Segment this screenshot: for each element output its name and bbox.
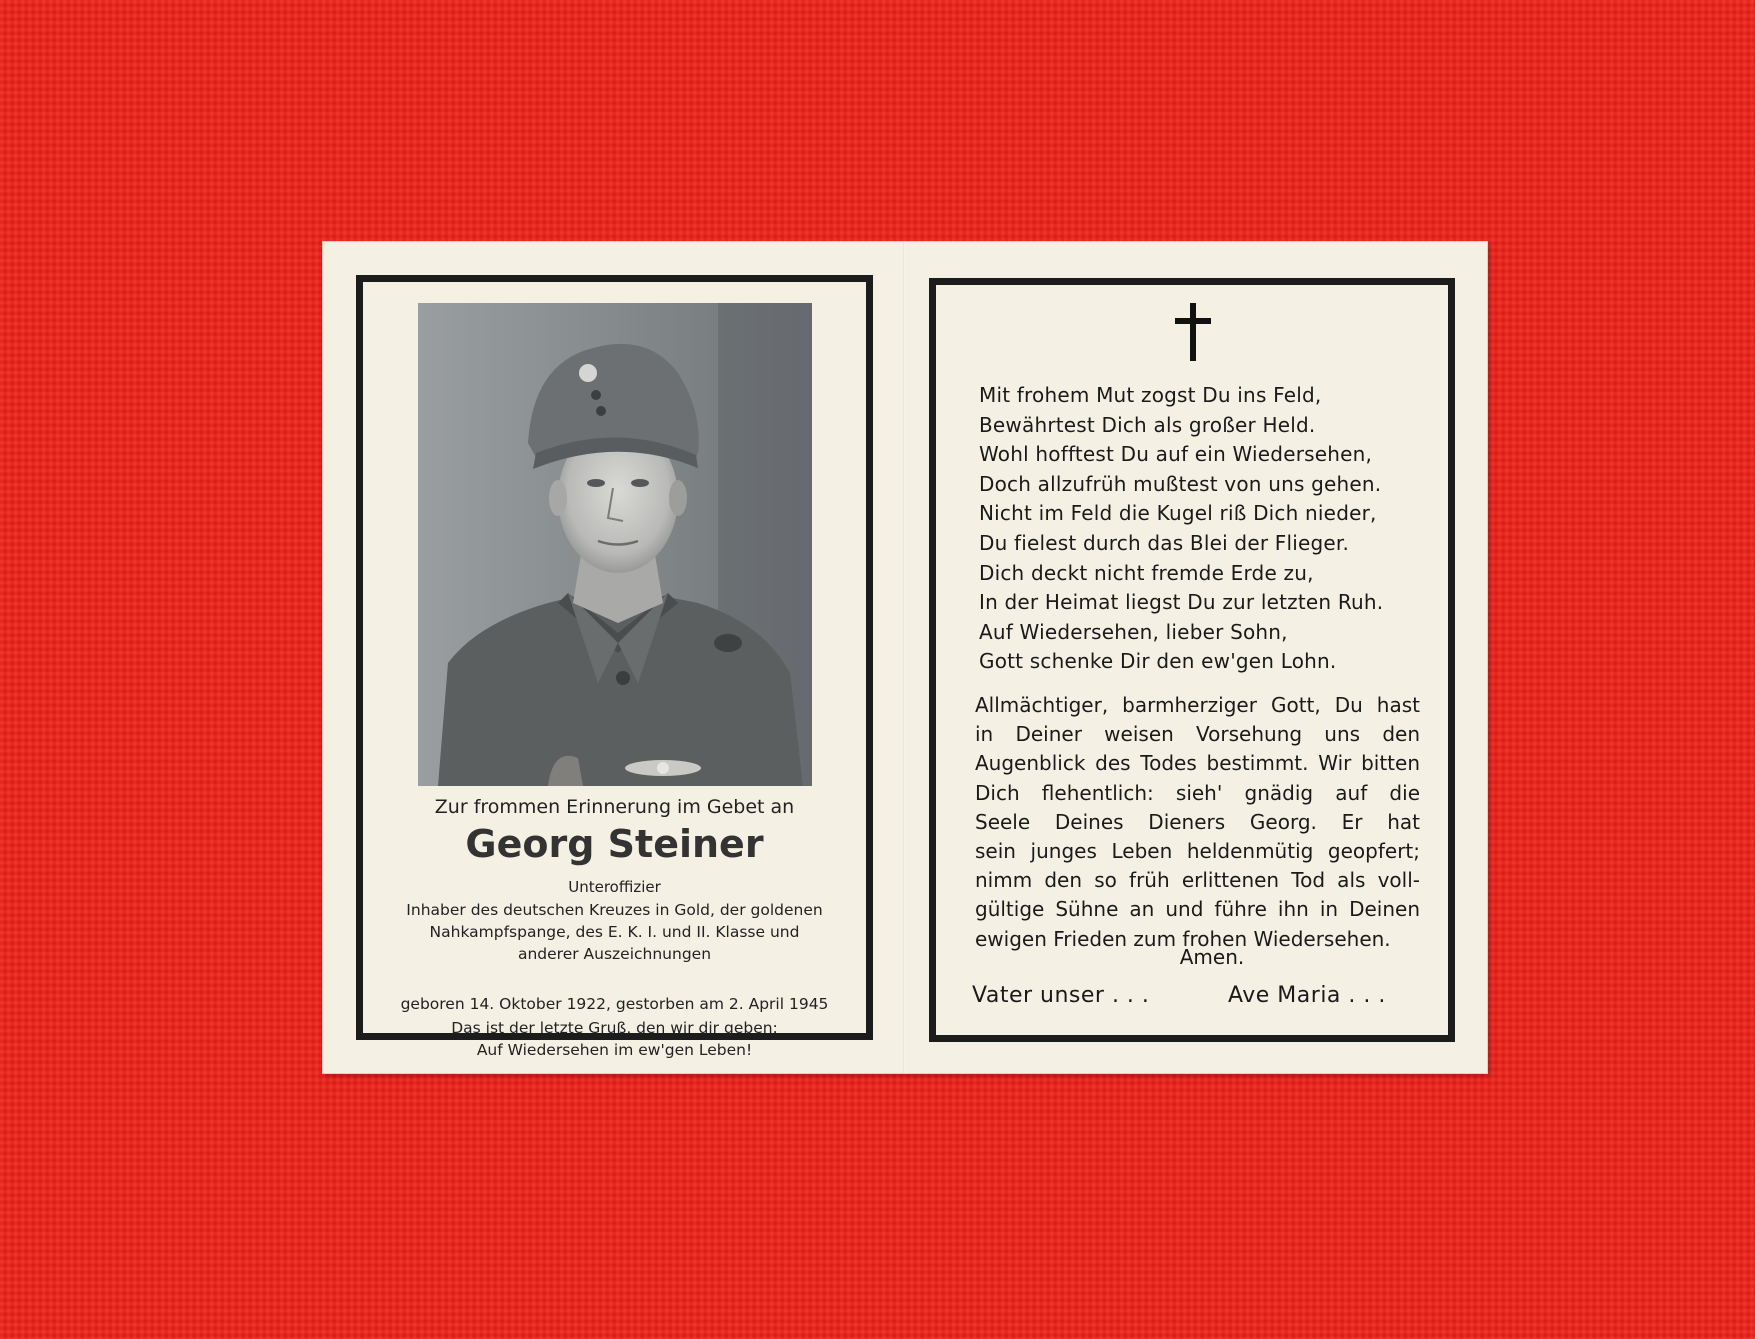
prayer-text bbox=[975, 691, 1420, 954]
card-fold bbox=[903, 242, 905, 1073]
poem-line: Du fielest durch das Blei der Flieger. bbox=[979, 530, 1350, 555]
prayer-line: sein junges Leben heldenmütig geopfert; bbox=[975, 839, 1420, 864]
farewell-line: Auf Wiedersehen im ew'gen Leben! bbox=[476, 1041, 753, 1059]
poem-line: Mit frohem Mut zogst Du ins Feld, bbox=[979, 383, 1322, 407]
honors-line: Inhaber des deutschen Kreuzes in Gold, der goldenen bbox=[406, 901, 823, 919]
dedication-line: Zur frommen Erinnerung im Gebet an bbox=[434, 796, 795, 818]
portrait-illustration bbox=[418, 303, 812, 786]
left-panel bbox=[356, 275, 873, 1059]
prayer-line: gültige Sühne an und führe ihn in Deinen bbox=[975, 897, 1420, 922]
farewell-text bbox=[363, 1017, 866, 1061]
prayer-line: nimm den so früh erlittenen Tod als voll- bbox=[975, 868, 1420, 893]
prayer-line: ewigen Frieden zum frohen Wiedersehen. bbox=[975, 926, 1391, 951]
poem-line: In der Heimat liegst Du zur letzten Ruh. bbox=[979, 590, 1384, 615]
hail-mary-text: Ave Maria . . . bbox=[1228, 983, 1386, 1008]
amen-text: Amen. bbox=[1179, 945, 1245, 969]
poem-line: Bewährtest Dich als großer Held. bbox=[979, 412, 1316, 437]
prayer-line: Augenblick des Todes bestimmt. Wir bitten bbox=[975, 751, 1420, 776]
memorial-card bbox=[323, 242, 1487, 1073]
latin-cross-icon bbox=[1175, 303, 1211, 361]
memorial-poem bbox=[979, 381, 1439, 677]
right-panel bbox=[929, 278, 1455, 1042]
soldier-portrait-photo bbox=[418, 303, 812, 786]
poem-line: Wohl hofftest Du auf ein Wiedersehen, bbox=[979, 442, 1373, 467]
prayer-line: in Deiner weisen Vorsehung uns den bbox=[975, 722, 1420, 747]
life-dates: geboren 14. Oktober 1922, gestorben am 2. April 1945 bbox=[400, 995, 829, 1013]
deceased-name: Georg Steiner bbox=[465, 822, 764, 866]
prayer-line: Allmächtiger, barmherziger Gott, Du hast bbox=[975, 693, 1420, 717]
prayer-line: Seele Deines Dieners Georg. Er hat bbox=[975, 809, 1420, 834]
our-father-text: Vater unser . . . bbox=[972, 983, 1150, 1008]
poem-line: Gott schenke Dir den ew'gen Lohn. bbox=[979, 649, 1337, 674]
poem-line: Dich deckt nicht fremde Erde zu, bbox=[979, 560, 1314, 585]
honors-line: Nahkampfspange, des E. K. I. und II. Klasse und bbox=[429, 923, 800, 941]
military-rank: Unteroffizier bbox=[568, 878, 661, 896]
poem-line: Doch allzufrüh mußtest von uns gehen. bbox=[979, 471, 1382, 496]
farewell-line: Das ist der letzte Gruß, den wir dir geben: bbox=[451, 1019, 778, 1037]
honors-line: anderer Auszeichnungen bbox=[517, 945, 712, 963]
honors-text bbox=[363, 899, 866, 965]
poem-line: Nicht im Feld die Kugel riß Dich nieder, bbox=[979, 501, 1377, 526]
poem-line: Auf Wiedersehen, lieber Sohn, bbox=[979, 619, 1288, 644]
prayer-line: Dich flehentlich: sieh' gnädig auf die bbox=[975, 780, 1420, 805]
